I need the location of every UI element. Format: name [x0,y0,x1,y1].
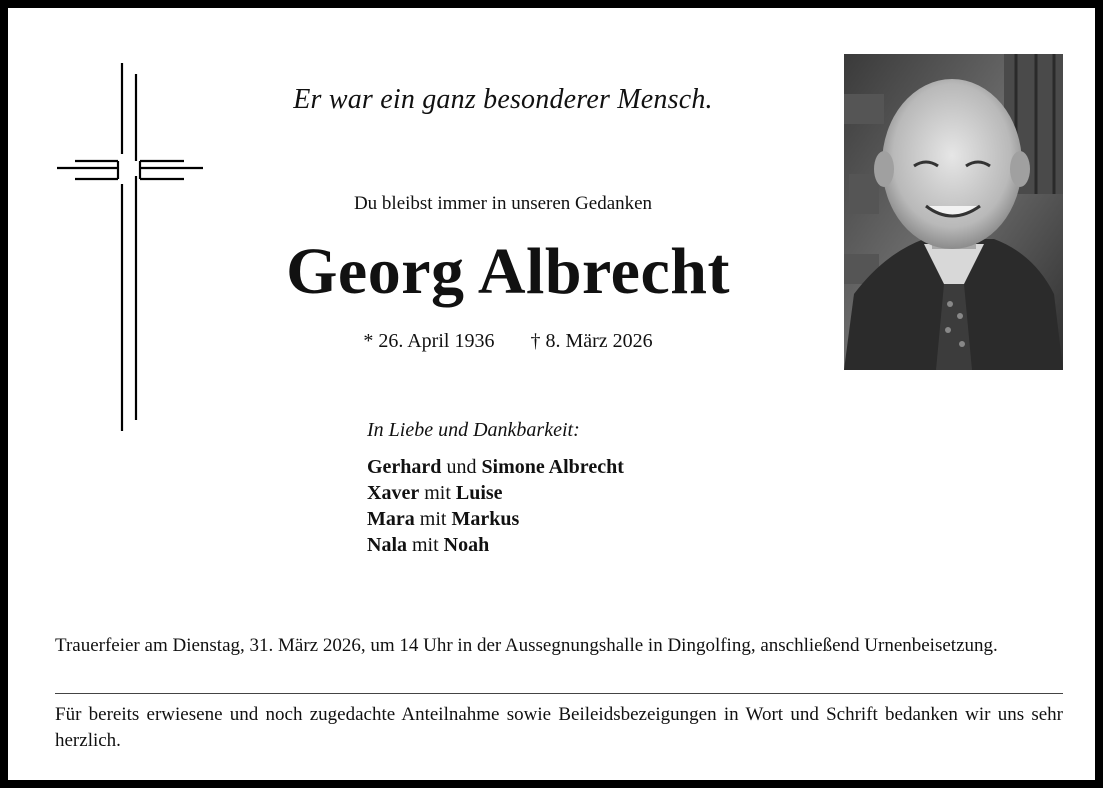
deceased-name: Georg Albrecht [286,235,730,308]
mourner-line: Mara mit Markus [367,508,520,530]
mourner-line: Xaver mit Luise [367,482,503,504]
thanks-notice: Für bereits erwiesene und noch zugedachte Anteilnahme sowie Beileidsbezeigungen in Wort und Schrift bedanken wir uns sehr herzlich. [55,704,1063,751]
mourner-line: Nala mit Noah [367,534,490,556]
subtitle: Du bleibst immer in unseren Gedanken [353,193,653,214]
cross-icon [53,60,205,436]
mourners-intro: In Liebe und Dankbarkeit: [367,419,580,441]
life-dates [268,330,748,353]
mourners-list [367,419,624,558]
death-date: † 8. März 2026 [530,330,653,352]
birth-date: * 26. April 1936 [363,330,495,352]
motto: Er war ein ganz besonderer Mensch. [293,84,713,115]
funeral-notice: Trauerfeier am Dienstag, 31. März 2026, um 14 Uhr in der Aussegnungshalle in Dingolfing, anschließend Urnenbeisetzung. [55,635,998,656]
divider [55,693,1063,694]
portrait-photo [844,54,1063,370]
mourner-line: Gerhard und Simone Albrecht [367,456,624,478]
